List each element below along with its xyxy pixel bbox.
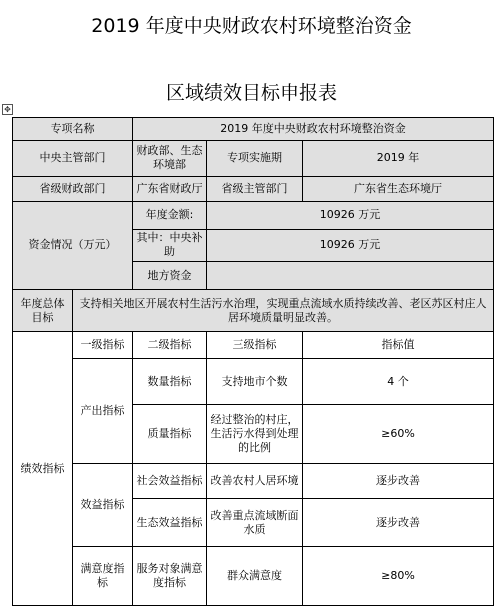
annual-total-label: 年度金额: xyxy=(133,201,207,229)
central-subsidy-value: 10926 万元 xyxy=(207,229,494,261)
title-line-1: 2019 年度中央财政农村环境整治资金 xyxy=(91,15,412,37)
col-level2-header: 二级指标 xyxy=(133,332,207,359)
benefit-label: 效益指标 xyxy=(73,463,133,547)
performance-target-table xyxy=(12,117,494,606)
quantity-label: 数量指标 xyxy=(133,359,207,405)
central-dept-label: 中央主管部门 xyxy=(13,140,133,176)
quantity-desc: 支持地市个数 xyxy=(207,359,303,405)
output-label: 产出指标 xyxy=(73,359,133,463)
project-name-value: 2019 年度中央财政农村环境整治资金 xyxy=(133,118,494,141)
period-label: 专项实施期 xyxy=(207,140,303,176)
funds-label: 资金情况（万元） xyxy=(13,201,133,290)
col-level3-header: 三级指标 xyxy=(207,332,303,359)
eco-value: 逐步改善 xyxy=(303,499,494,547)
prov-finance-label: 省级财政部门 xyxy=(13,176,133,201)
annual-goal-label: 年度总体目标 xyxy=(13,290,73,332)
prov-finance-value: 广东省财政厅 xyxy=(133,176,207,201)
performance-label: 绩效指标 xyxy=(13,332,73,606)
satisfaction-label: 满意度指标 xyxy=(73,547,133,606)
col-value-header: 指标值 xyxy=(303,332,494,359)
local-funds-label: 地方资金 xyxy=(133,262,207,290)
period-value: 2019 年 xyxy=(303,140,494,176)
title-line-2: 区域绩效目标申报表 xyxy=(165,82,337,104)
eco-label: 生态效益指标 xyxy=(133,499,207,547)
eco-desc: 改善重点流域断面水质 xyxy=(207,499,303,547)
central-subsidy-label: 其中：中央补助 xyxy=(133,229,207,261)
service-desc: 群众满意度 xyxy=(207,547,303,606)
project-name-label: 专项名称 xyxy=(13,118,133,141)
social-desc: 改善农村人居环境 xyxy=(207,463,303,499)
social-label: 社会效益指标 xyxy=(133,463,207,499)
quality-label: 质量指标 xyxy=(133,405,207,464)
social-value: 逐步改善 xyxy=(303,463,494,499)
col-level1-header: 一级指标 xyxy=(73,332,133,359)
service-label: 服务对象满意度指标 xyxy=(133,547,207,606)
local-funds-value xyxy=(207,262,494,290)
service-value: ≥80% xyxy=(303,547,494,606)
quantity-value: 4 个 xyxy=(303,359,494,405)
prov-dept-value: 广东省生态环境厅 xyxy=(303,176,494,201)
quality-value: ≥60% xyxy=(303,405,494,464)
central-dept-value: 财政部、生态环境部 xyxy=(133,140,207,176)
prov-dept-label: 省级主管部门 xyxy=(207,176,303,201)
annual-total-value: 10926 万元 xyxy=(207,201,494,229)
annual-goal-value: 支持相关地区开展农村生活污水治理，实现重点流域水质持续改善、老区苏区村庄人居环境质量明显改善。 xyxy=(73,290,494,332)
quality-desc: 经过整治的村庄，生活污水得到处理的比例 xyxy=(207,405,303,464)
table-move-handle-icon[interactable]: ✥ xyxy=(2,104,13,115)
